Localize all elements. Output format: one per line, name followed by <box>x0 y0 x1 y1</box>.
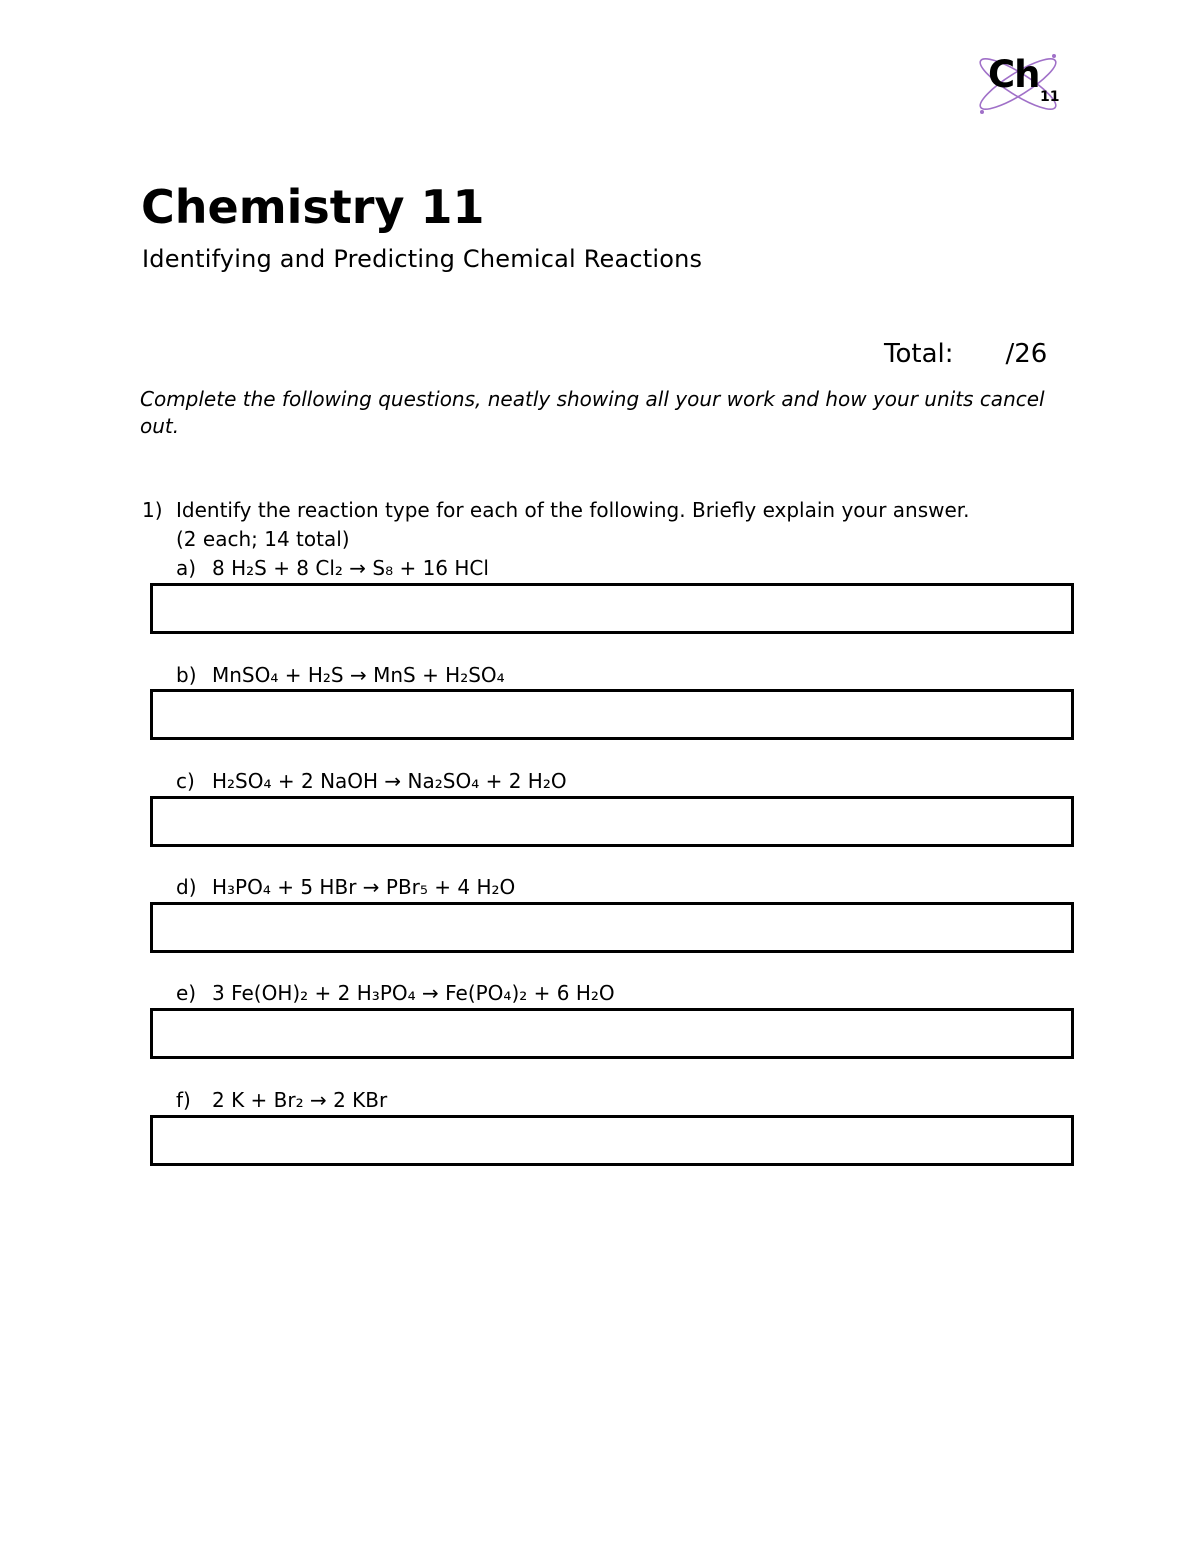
equation-e <box>176 980 615 1006</box>
part-letter: d) <box>176 875 197 899</box>
question-text: Identify the reaction type for each of the following. Briefly explain your answer. <box>176 498 970 522</box>
total-score-value: /26 <box>1005 339 1048 369</box>
answer-box-f[interactable] <box>150 1115 1074 1166</box>
total-label: Total: <box>884 339 954 369</box>
question-points: (2 each; 14 total) <box>176 527 350 551</box>
equation-b <box>176 662 505 688</box>
part-letter: a) <box>176 556 197 580</box>
equation-f <box>176 1087 387 1113</box>
part-letter: f) <box>176 1088 191 1112</box>
question-number: 1) <box>142 498 163 522</box>
part-letter: c) <box>176 769 195 793</box>
answer-box-a[interactable] <box>150 583 1074 634</box>
answer-box-d[interactable] <box>150 902 1074 953</box>
equation-c <box>176 768 567 794</box>
instructions: Complete the following questions, neatly showing all your work and how your units cancel out. <box>140 387 1045 438</box>
equation-a <box>176 555 489 581</box>
part-letter: b) <box>176 663 197 687</box>
equation-text: MnSO₄ + H₂S → MnS + H₂SO₄ <box>212 663 505 687</box>
ch11-logo <box>974 50 1066 120</box>
page-title: Chemistry 11 <box>141 180 485 234</box>
equation-text: 3 Fe(OH)₂ + 2 H₃PO₄ → Fe(PO₄)₂ + 6 H₂O <box>212 981 615 1005</box>
logo-text: Ch <box>988 53 1040 96</box>
answer-box-b[interactable] <box>150 689 1074 740</box>
equation-text: 2 K + Br₂ → 2 KBr <box>212 1088 388 1112</box>
equation-d <box>176 874 515 900</box>
answer-box-c[interactable] <box>150 796 1074 847</box>
equation-text: H₂SO₄ + 2 NaOH → Na₂SO₄ + 2 H₂O <box>212 769 567 793</box>
answer-box-e[interactable] <box>150 1008 1074 1059</box>
logo-number: 11 <box>1040 89 1060 105</box>
equation-text: H₃PO₄ + 5 HBr → PBr₅ + 4 H₂O <box>212 875 516 899</box>
equation-text: 8 H₂S + 8 Cl₂ → S₈ + 16 HCl <box>212 556 489 580</box>
page-subtitle: Identifying and Predicting Chemical Reactions <box>142 245 703 273</box>
total-score <box>884 338 1047 372</box>
part-letter: e) <box>176 981 197 1005</box>
